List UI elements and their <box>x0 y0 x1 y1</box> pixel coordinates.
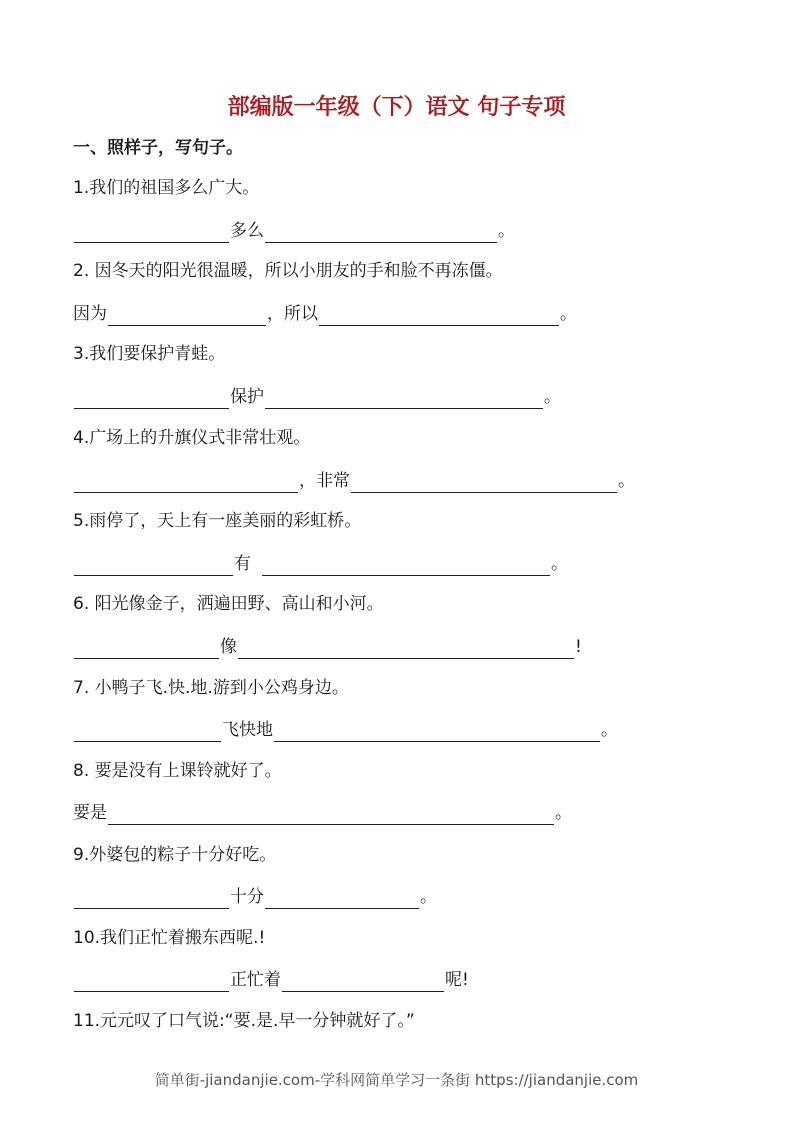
question-5-answer-line <box>73 552 568 576</box>
question-1-answer-line <box>73 219 515 243</box>
answer-blank[interactable] <box>282 973 444 992</box>
answer-blank[interactable] <box>108 806 554 825</box>
question-1-prompt: 1.我们的祖国多么广大。 <box>73 178 260 198</box>
answer-blank[interactable] <box>265 224 497 243</box>
question-5-prompt: 5.雨停了，天上有一座美丽的彩虹桥。 <box>73 511 362 531</box>
answer-blank[interactable] <box>74 224 229 243</box>
answer-text: 。 <box>601 720 618 740</box>
answer-text: 因为 <box>73 304 107 324</box>
question-10-prompt: 10.我们正忙着搬东西呢.! <box>73 928 266 948</box>
question-2-answer-line <box>73 302 577 326</box>
answer-blank[interactable] <box>74 973 229 992</box>
answer-text: 有 <box>234 554 251 574</box>
answer-text: ，所以 <box>267 304 318 324</box>
question-9-prompt: 9.外婆包的粽子十分好吃。 <box>73 845 277 865</box>
answer-text: ，非常 <box>299 471 350 491</box>
answer-text: 十分 <box>230 887 264 907</box>
answer-blank[interactable] <box>351 474 617 493</box>
footer-watermark: 简单街-jiandanjie.com-学科网简单学习一条街 https://jiandanjie.com <box>154 1071 639 1089</box>
answer-text: 。 <box>551 554 568 574</box>
answer-blank[interactable] <box>74 474 298 493</box>
question-4-answer-line <box>73 469 635 493</box>
question-3-prompt: 3.我们要保护青蛙。 <box>73 344 226 364</box>
answer-blank[interactable] <box>265 890 419 909</box>
question-4-prompt: 4.广场上的升旗仪式非常壮观。 <box>73 428 311 448</box>
answer-blank[interactable] <box>74 890 229 909</box>
answer-blank[interactable] <box>265 390 543 409</box>
question-9-answer-line <box>73 885 437 909</box>
answer-text: 呢! <box>445 970 469 990</box>
answer-blank[interactable] <box>74 640 219 659</box>
answer-blank[interactable] <box>74 557 233 576</box>
answer-text: 。 <box>555 803 572 823</box>
section-heading: 一、照样子，写句子。 <box>73 138 243 158</box>
question-8-answer-line <box>73 801 572 825</box>
question-6-prompt: 6. 阳光像金子，洒遍田野、高山和小河。 <box>73 594 384 614</box>
question-6-answer-line <box>73 635 582 659</box>
answer-text: 保护 <box>230 387 264 407</box>
question-2-prompt: 2. 因冬天的阳光很温暖，所以小朋友的手和脸不再冻僵。 <box>73 261 503 281</box>
answer-text: 要是 <box>73 803 107 823</box>
answer-blank[interactable] <box>74 390 229 409</box>
answer-blank[interactable] <box>262 557 550 576</box>
answer-text: 。 <box>544 387 561 407</box>
answer-blank[interactable] <box>319 307 559 326</box>
question-7-prompt: 7. 小鸭子飞.快.地.游到小公鸡身边。 <box>73 678 349 698</box>
question-11-prompt: 11.元元叹了口气说:“要.是.早一分钟就好了。” <box>73 1011 415 1031</box>
answer-text: 。 <box>618 471 635 491</box>
answer-text: 飞快地 <box>222 720 273 740</box>
answer-blank[interactable] <box>108 307 266 326</box>
answer-text: 多么 <box>230 221 264 241</box>
answer-text: 。 <box>498 221 515 241</box>
answer-text: 像 <box>220 637 237 657</box>
answer-blank[interactable] <box>274 723 600 742</box>
answer-blank[interactable] <box>238 640 574 659</box>
question-3-answer-line <box>73 385 561 409</box>
question-7-answer-line <box>73 718 618 742</box>
page-title: 部编版一年级（下）语文 句子专项 <box>227 95 566 120</box>
question-8-prompt: 8. 要是没有上课铃就好了。 <box>73 761 282 781</box>
answer-text: 。 <box>420 887 437 907</box>
answer-text: 。 <box>560 304 577 324</box>
answer-text: ! <box>575 637 582 657</box>
answer-text: 正忙着 <box>230 970 281 990</box>
question-10-answer-line <box>73 968 469 992</box>
answer-blank[interactable] <box>74 723 221 742</box>
